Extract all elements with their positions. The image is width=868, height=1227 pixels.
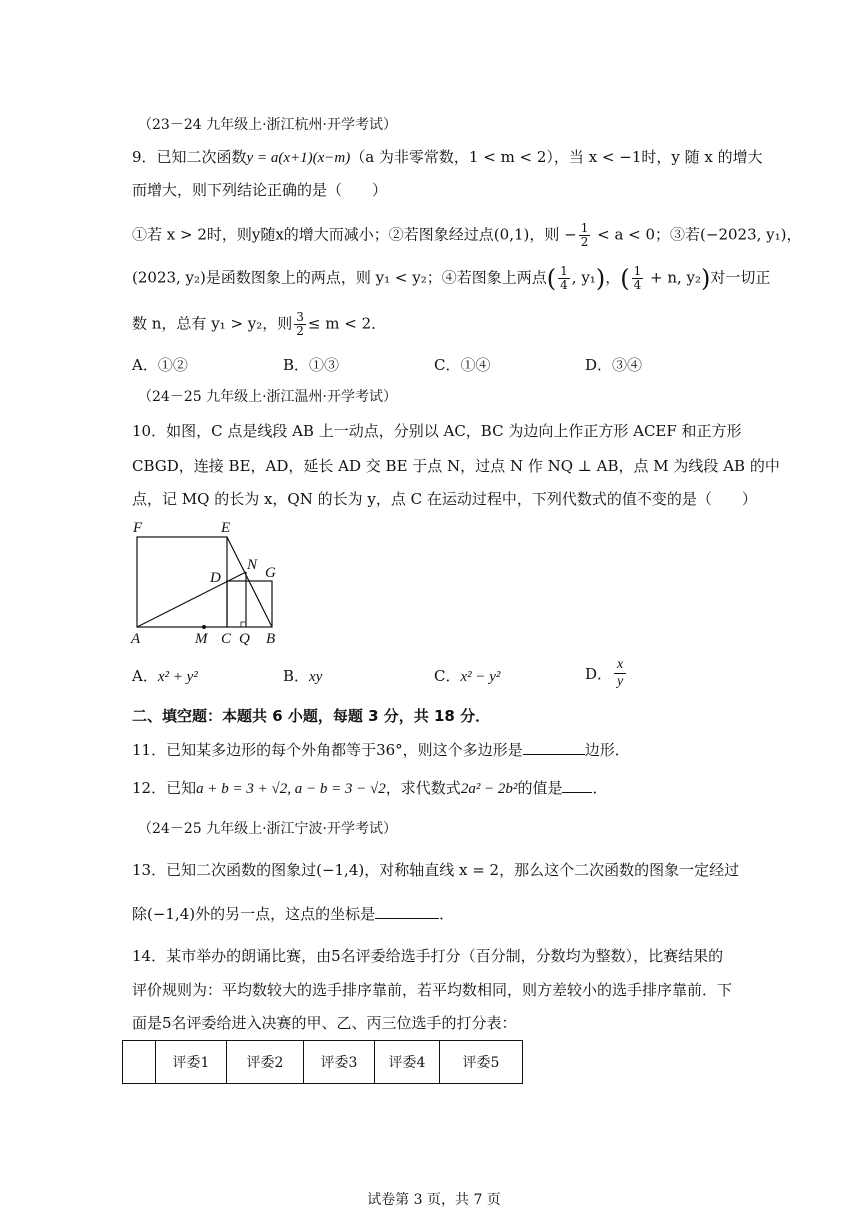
label-q: Q — [239, 631, 250, 647]
q10-figure — [125, 512, 295, 647]
q11-answer-blank[interactable] — [523, 740, 585, 755]
table-header-cell: 评委5 — [440, 1041, 523, 1084]
label-g: G — [265, 565, 276, 581]
q13-line-1: 13．已知二次函数的图象过(−1,4)，对称轴直线 x = 2，那么这个二次函数的图象一定经过 — [132, 861, 740, 879]
label-e: E — [221, 520, 231, 536]
section-title-fill-in: 二、填空题：本题共 6 小题，每题 3 分，共 18 分． — [132, 707, 491, 725]
q11: 11．已知某多边形的每个外角都等于36°，则这个多边形是 边形． — [132, 741, 630, 759]
q10-option-a[interactable]: A．x² + y² — [132, 667, 198, 685]
page-footer: 试卷第 3 页，共 7 页 — [367, 1192, 501, 1208]
q9-text: ≤ m < 2． — [307, 314, 387, 333]
source-tag-q10: （24－25 九年级上·浙江温州·开学考试） — [138, 389, 397, 405]
q9-option-d[interactable]: D．③④ — [585, 356, 643, 374]
fraction-quarter-2: $\frac{1}{4}$ — [633, 264, 642, 292]
q10-option-d[interactable]: D． $\frac{x}{y}$ — [585, 657, 628, 690]
label-m: M — [195, 631, 208, 647]
q10-option-b[interactable]: B．xy — [283, 667, 323, 685]
label-a: A — [131, 631, 141, 647]
source-tag-q9: （23－24 九年级上·浙江杭州·开学考试） — [138, 117, 397, 133]
q10-line-1: 10．如图，C 点是线段 AB 上一动点，分别以 AC，BC 为边向上作正方形 ACEF 和正方形 — [132, 422, 742, 440]
fraction-half: $\frac{1}{2}$ — [580, 221, 589, 249]
table-header-cell: 评委4 — [375, 1041, 440, 1084]
q9-option-b[interactable]: B．①③ — [283, 356, 340, 374]
q9-text: （a 为非零常数，1 < m < 2），当 x < −1时，y 随 x 的增大 — [350, 148, 763, 166]
q14-line-2: 评价规则为：平均数较大的选手排序靠前，若平均数相同，则方差较小的选手排序靠前．下 — [132, 981, 733, 999]
table-header-cell — [123, 1041, 156, 1084]
q9-line-5 — [132, 311, 386, 338]
q9-statement-1-2: ①若 x > 2时，则y随x的增大而减小；②若图象经过点(0,1)，则 − — [132, 225, 577, 244]
q14-line-1: 14．某市举办的朗诵比赛，由5名评委给选手打分（百分制，分数均为整数），比赛结果的 — [132, 947, 724, 965]
q10-line-3: 点，记 MQ 的长为 x，QN 的长为 y，点 C 在运动过程中，下列代数式的值不变的是（ ） — [132, 490, 757, 508]
q9-statement-3: < a < 0；③若(−2023, y₁)， — [592, 225, 802, 244]
q9-line-2: 而增大，则下列结论正确的是（ ） — [132, 181, 388, 199]
label-d: D — [210, 570, 221, 586]
q9-function: y = a(x+1)(x−m) — [246, 150, 351, 166]
q9-statement-3-4: (2023, y₂)是函数图象上的两点，则 y₁ < y₂；④若图象上两点 — [132, 268, 547, 287]
q12-condition: a + b = 3 + √2, a − b = 3 − √2 — [196, 781, 386, 797]
q9-line-3 — [132, 222, 802, 249]
label-c: C — [221, 631, 232, 647]
q9-point-1: , y₁ — [571, 268, 596, 287]
point-m — [202, 625, 206, 629]
square-cbgd — [227, 581, 272, 627]
q13-answer-blank[interactable] — [375, 904, 439, 919]
q9-text: 数 n，总有 y₁ > y₂，则 — [132, 314, 293, 333]
segment-be — [227, 537, 272, 627]
segment-an — [137, 572, 246, 627]
q9-option-a[interactable]: A．①② — [132, 356, 188, 374]
q13-line-2: 除(−1,4)外的另一点，这点的坐标是 ． — [132, 905, 455, 923]
source-tag-q13: （24－25 九年级上·浙江宁波·开学考试） — [138, 821, 397, 837]
fraction-three-halves: $\frac{3}{2}$ — [296, 310, 304, 338]
q9-text: 9．已知二次函数 — [132, 148, 247, 166]
right-angle-mark — [241, 622, 246, 627]
table-header-cell: 评委1 — [156, 1041, 227, 1084]
q14-line-3: 面是5名评委给进入决赛的甲、乙、丙三位选手的打分表： — [132, 1014, 517, 1032]
fraction-quarter-1: $\frac{1}{4}$ — [560, 264, 568, 292]
q12-answer-blank[interactable] — [562, 778, 592, 793]
table-header-row — [123, 1041, 523, 1084]
q9-point-2: + n, y₂ — [645, 268, 702, 287]
q10-line-2: CBGD，连接 BE，AD，延长 AD 交 BE 于点 N，过点 N 作 NQ ⊥ AB，点 M 为线段 AB 的中 — [132, 457, 780, 475]
q9-option-c[interactable]: C．①④ — [434, 356, 491, 374]
q10-option-c[interactable]: C．x² − y² — [434, 667, 501, 685]
table-header-cell: 评委2 — [227, 1041, 304, 1084]
q12-expression: 2a² − 2b² — [460, 781, 518, 797]
q14-score-table — [122, 1040, 523, 1084]
q12: 12．已知a + b = 3 + √2, a − b = 3 − √2，求代数式2a² − 2b²的值是 ． — [132, 779, 608, 797]
label-b: B — [266, 631, 276, 647]
label-f: F — [133, 520, 143, 536]
q9-line-1 — [132, 147, 763, 168]
table-header-cell: 评委3 — [304, 1041, 375, 1084]
q9-text: 对一切正 — [710, 268, 771, 287]
q9-line-4: (2023, y₂)是函数图象上的两点，则 y₁ < y₂；④若图象上两点( $\frac{1}{4}$ , y₁)，( $\frac{1}{4}$ + n, y₂)对一切正 — [132, 264, 771, 293]
label-n: N — [247, 557, 258, 573]
